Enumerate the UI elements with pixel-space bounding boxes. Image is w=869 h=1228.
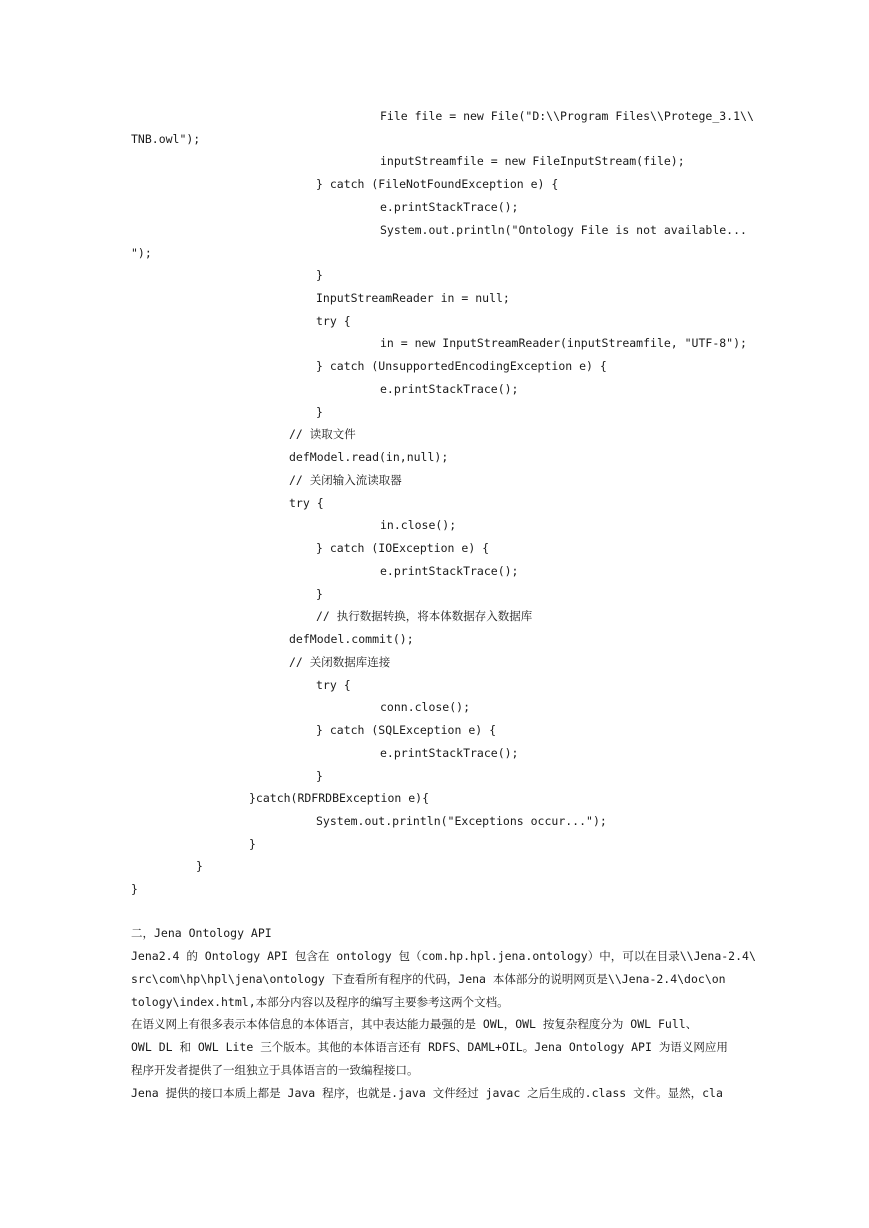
code-line: } <box>131 882 138 896</box>
code-line: } <box>249 837 256 851</box>
code-line: File file = new File("D:\\Program Files\\Protege_3.1\\ <box>380 109 754 123</box>
code-line: "); <box>131 246 152 260</box>
code-comment: // 关闭数据库连接 <box>289 655 391 669</box>
code-line: e.printStackTrace(); <box>380 382 519 396</box>
code-line: } <box>316 769 323 783</box>
code-line: }catch(RDFRDBException e){ <box>249 791 430 805</box>
code-line: } <box>196 859 203 873</box>
code-line: System.out.println("Ontology File is not available... <box>380 223 747 237</box>
code-line: } catch (UnsupportedEncodingException e) { <box>316 359 607 373</box>
code-comment: // 关闭输入流读取器 <box>289 473 402 487</box>
code-line: e.printStackTrace(); <box>380 564 519 578</box>
code-line: defModel.commit(); <box>289 632 414 646</box>
section-heading: 二，Jena Ontology API <box>131 926 272 940</box>
paragraph-line: 程序开发者提供了一组独立于具体语言的一致编程接口。 <box>131 1063 419 1077</box>
paragraph-line: 在语义网上有很多表示本体信息的本体语言，其中表达能力最强的是 OWL，OWL 按复杂程度分为 OWL Full、 <box>131 1017 698 1031</box>
code-line: InputStreamReader in = null; <box>316 291 510 305</box>
code-line: conn.close(); <box>380 700 471 714</box>
code-line: e.printStackTrace(); <box>380 746 519 760</box>
code-comment: // 执行数据转换，将本体数据存入数据库 <box>316 609 533 623</box>
code-line: e.printStackTrace(); <box>380 200 519 214</box>
code-line: try { <box>316 678 351 692</box>
code-line: } <box>316 268 323 282</box>
code-line: in = new InputStreamReader(inputStreamfile, "UTF-8"); <box>380 336 747 350</box>
code-line: } <box>316 587 323 601</box>
code-line: } catch (IOException e) { <box>316 541 490 555</box>
paragraph-line: src\com\hp\hpl\jena\ontology 下查看所有程序的代码，Jena 本体部分的说明网页是\\Jena-2.4\doc\on <box>131 972 726 986</box>
code-line: inputStreamfile = new FileInputStream(file); <box>380 154 685 168</box>
paragraph-line: Jena2.4 的 Ontology API 包含在 ontology 包（com.hp.hpl.jena.ontology）中，可以在目录\\Jena-2.4\ <box>131 949 756 963</box>
paragraph-line: tology\index.html,本部分内容以及程序的编写主要参考这两个文档。 <box>131 995 509 1009</box>
code-line: } <box>316 405 323 419</box>
code-line: System.out.println("Exceptions occur..."); <box>316 814 607 828</box>
paragraph-line: OWL DL 和 OWL Lite 三个版本。其他的本体语言还有 RDFS、DAML+OIL。Jena Ontology API 为语义网应用 <box>131 1040 728 1054</box>
paragraph-line: Jena 提供的接口本质上都是 Java 程序，也就是.java 文件经过 javac 之后生成的.class 文件。显然，cla <box>131 1086 723 1100</box>
code-line: in.close(); <box>380 518 457 532</box>
code-line: } catch (FileNotFoundException e) { <box>316 177 559 191</box>
code-line: TNB.owl"); <box>131 132 201 146</box>
code-comment: // 读取文件 <box>289 427 356 441</box>
code-line: try { <box>316 314 351 328</box>
code-line: defModel.read(in,null); <box>289 450 449 464</box>
code-line: } catch (SQLException e) { <box>316 723 497 737</box>
code-line: try { <box>289 496 324 510</box>
